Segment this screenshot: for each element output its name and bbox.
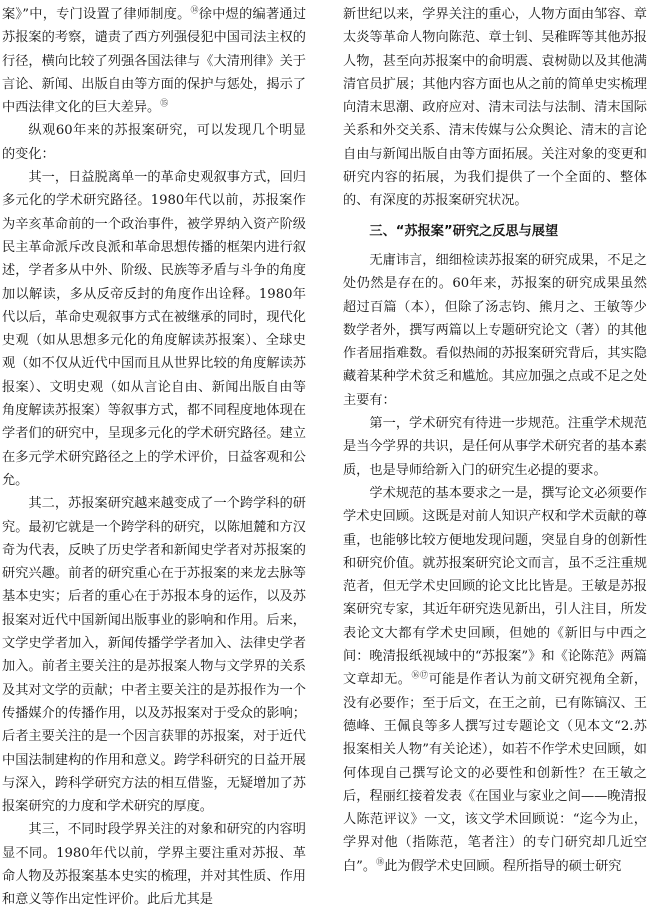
paragraph: 第一，学术研究有待进一步规范。注重学术规范是当今学界的共识，是任何从事学术研究者的基本素质，也是导师给新入门的研究生必提的要求。 <box>343 416 647 478</box>
left-column <box>2 3 306 912</box>
text: 此为假学术史回顾。程所指导的硕士研究 <box>384 858 622 874</box>
paragraph: 无庸讳言，细细检读苏报案的研究成果，不足之处仍然是存在的。60年来，苏报案的研究成果虽然超过百篇（本），但除了汤志钧、熊月之、王敏等少数学者外，撰写两篇以上专题研究论文（著）的其他作者屈指难数。看似热闹的苏报案研究背后，其实隐藏着某种学术贫乏和尴尬。其应加强之点或不足之处主要有： <box>343 252 647 408</box>
section-heading: 三、“苏报案”研究之反思与展望 <box>369 223 559 239</box>
footnote-ref: ⑯⑰ <box>411 670 429 680</box>
right-column <box>343 3 647 878</box>
paragraph: 其三，不同时段学界关注的对象和研究的内容明显不同。1980年代以前，学界主要注重对苏报、革命人物及苏报案基本史实的梳理，并对其性质、作用和意义等作出定性评价。此后尤其是 <box>2 822 306 908</box>
paragraph: 其一，日益脱离单一的革命史观叙事方式，回归多元化的学术研究路径。1980年代以前，苏报案作为辛亥革命前的一个政治事件，被学界纳入资产阶级民主革命派斥改良派和革命思想传播的框架内进行叙述，学者多从中外、阶级、民族等矛盾与斗争的角度加以解读，多从反帝反封的角度作出诠释。1980年代以后，革命史观叙事方式在被继承的同时，现代化史观（如从思想多元化的角度解读苏报案）、全球史观（如不仅从近代中国而且从世界比较的角度解读苏报案）、文明史观（如从言论自由、新闻出版自由等角度解读苏报案）等叙事方式，都不同程度地体现在学者们的研究中，呈现多元化的学术研究路径。建立在多元学术研究路径之上的学术评价，日益客观和公允。 <box>2 170 306 488</box>
text: 学术规范的基本要求之一是，撰写论文必须要作学术史回顾。这既是对前人知识产权和学术贡献的尊重，也能够比较方便地发现问题，突显自身的创新性和研究价值。就苏报案研究论文而言，虽不乏注重规范者，但无学术史回顾的论文比比皆是。王敏是苏报案研究专家，其近年研究迭见新出，引人注目，所发表论文大都有学术史回顾，但她的《新旧与中西之间：晚清报纸视域中的“苏报案”》和《论陈范》两篇文章却无。 <box>343 485 647 688</box>
footnote-ref: ⑱ <box>376 857 385 867</box>
text: 案》”中，专门设置了律师制度。 <box>2 7 191 22</box>
text: 徐中煜的编著通过苏报案的考察，谴责了西方列强侵犯中国司法主权的行径，横向比较了列强各国法律与《大清刑律》关于言论、新闻、出版自由等方面的保护与惩处，揭示了中西法律文化的巨大差异。 <box>2 7 307 116</box>
footnote-ref: ⑮ <box>160 98 169 108</box>
paragraph: 新世纪以来，学界关注的重心，人物方面由邹容、章太炎等革命人物向陈范、章士钊、吴稚晖等其他苏报人物，甚至向苏报案中的俞明震、袁树勋以及其他满清官员扩展；其他内容方面也从之前的简单史实梳理向清末思潮、政府应对、清末司法与法制、清末国际关系和外交关系、清末传媒与公众舆论、清末的言论自由与新闻出版自由等方面拓展。关注对象的变更和研究内容的拓展，为我们提供了一个全面的、整体的、有深度的苏报案研究状况。 <box>343 7 647 209</box>
footnote-ref: ⑭ <box>190 5 199 15</box>
paragraph: 纵观60年来的苏报案研究，可以发现几个明显的变化： <box>2 123 306 162</box>
paragraph <box>2 3 306 119</box>
paragraph: 其二，苏报案研究越来越变成了一个跨学科的研究。最初它就是一个跨学科的研究，以陈旭麓和方汉奇为代表，反映了历史学者和新闻史学者对苏报案的研究兴趣。前者的研究重心在于苏报案的来龙去脉等基本史实；后者的重心在于苏报本身的运作，以及苏报案对近代中国新闻出版事业的影响和作用。后来，文学史学者加入，新闻传播学学者加入、法律史学者加入。前者主要关注的是苏报案人物与文学界的关系及其对文学的贡献；中者主要关注的是苏报作为一个传播媒介的传播作用，以及苏报案对于受众的影响；后者主要关注的是一个因言获罪的苏报案，对于近代中国法制建构的作用和意义。跨学科研究的日益开展与深入，跨科学研究方法的相互借鉴，无疑增加了苏报案研究的力度和学术研究的厚度。 <box>2 496 306 815</box>
text: 可能是作者认为前文研究视角全新，没有必要作；至于后文，在王之前，已有陈镐汉、王德峰、王佩良等多人撰写过专题论文（见本文“2.苏报案相关人物”有关论述），如若不作学术史回顾，如何体现自己撰写论文的必要性和创新性？在王敏之后，程丽红接着发表《在国业与家业之间——晚清报人陈范评议》一文，该文学术回顾说：“迄今为止，学界对他（指陈范，笔者注）的专门研究却几近空白”。 <box>343 672 648 874</box>
paragraph <box>343 482 647 878</box>
